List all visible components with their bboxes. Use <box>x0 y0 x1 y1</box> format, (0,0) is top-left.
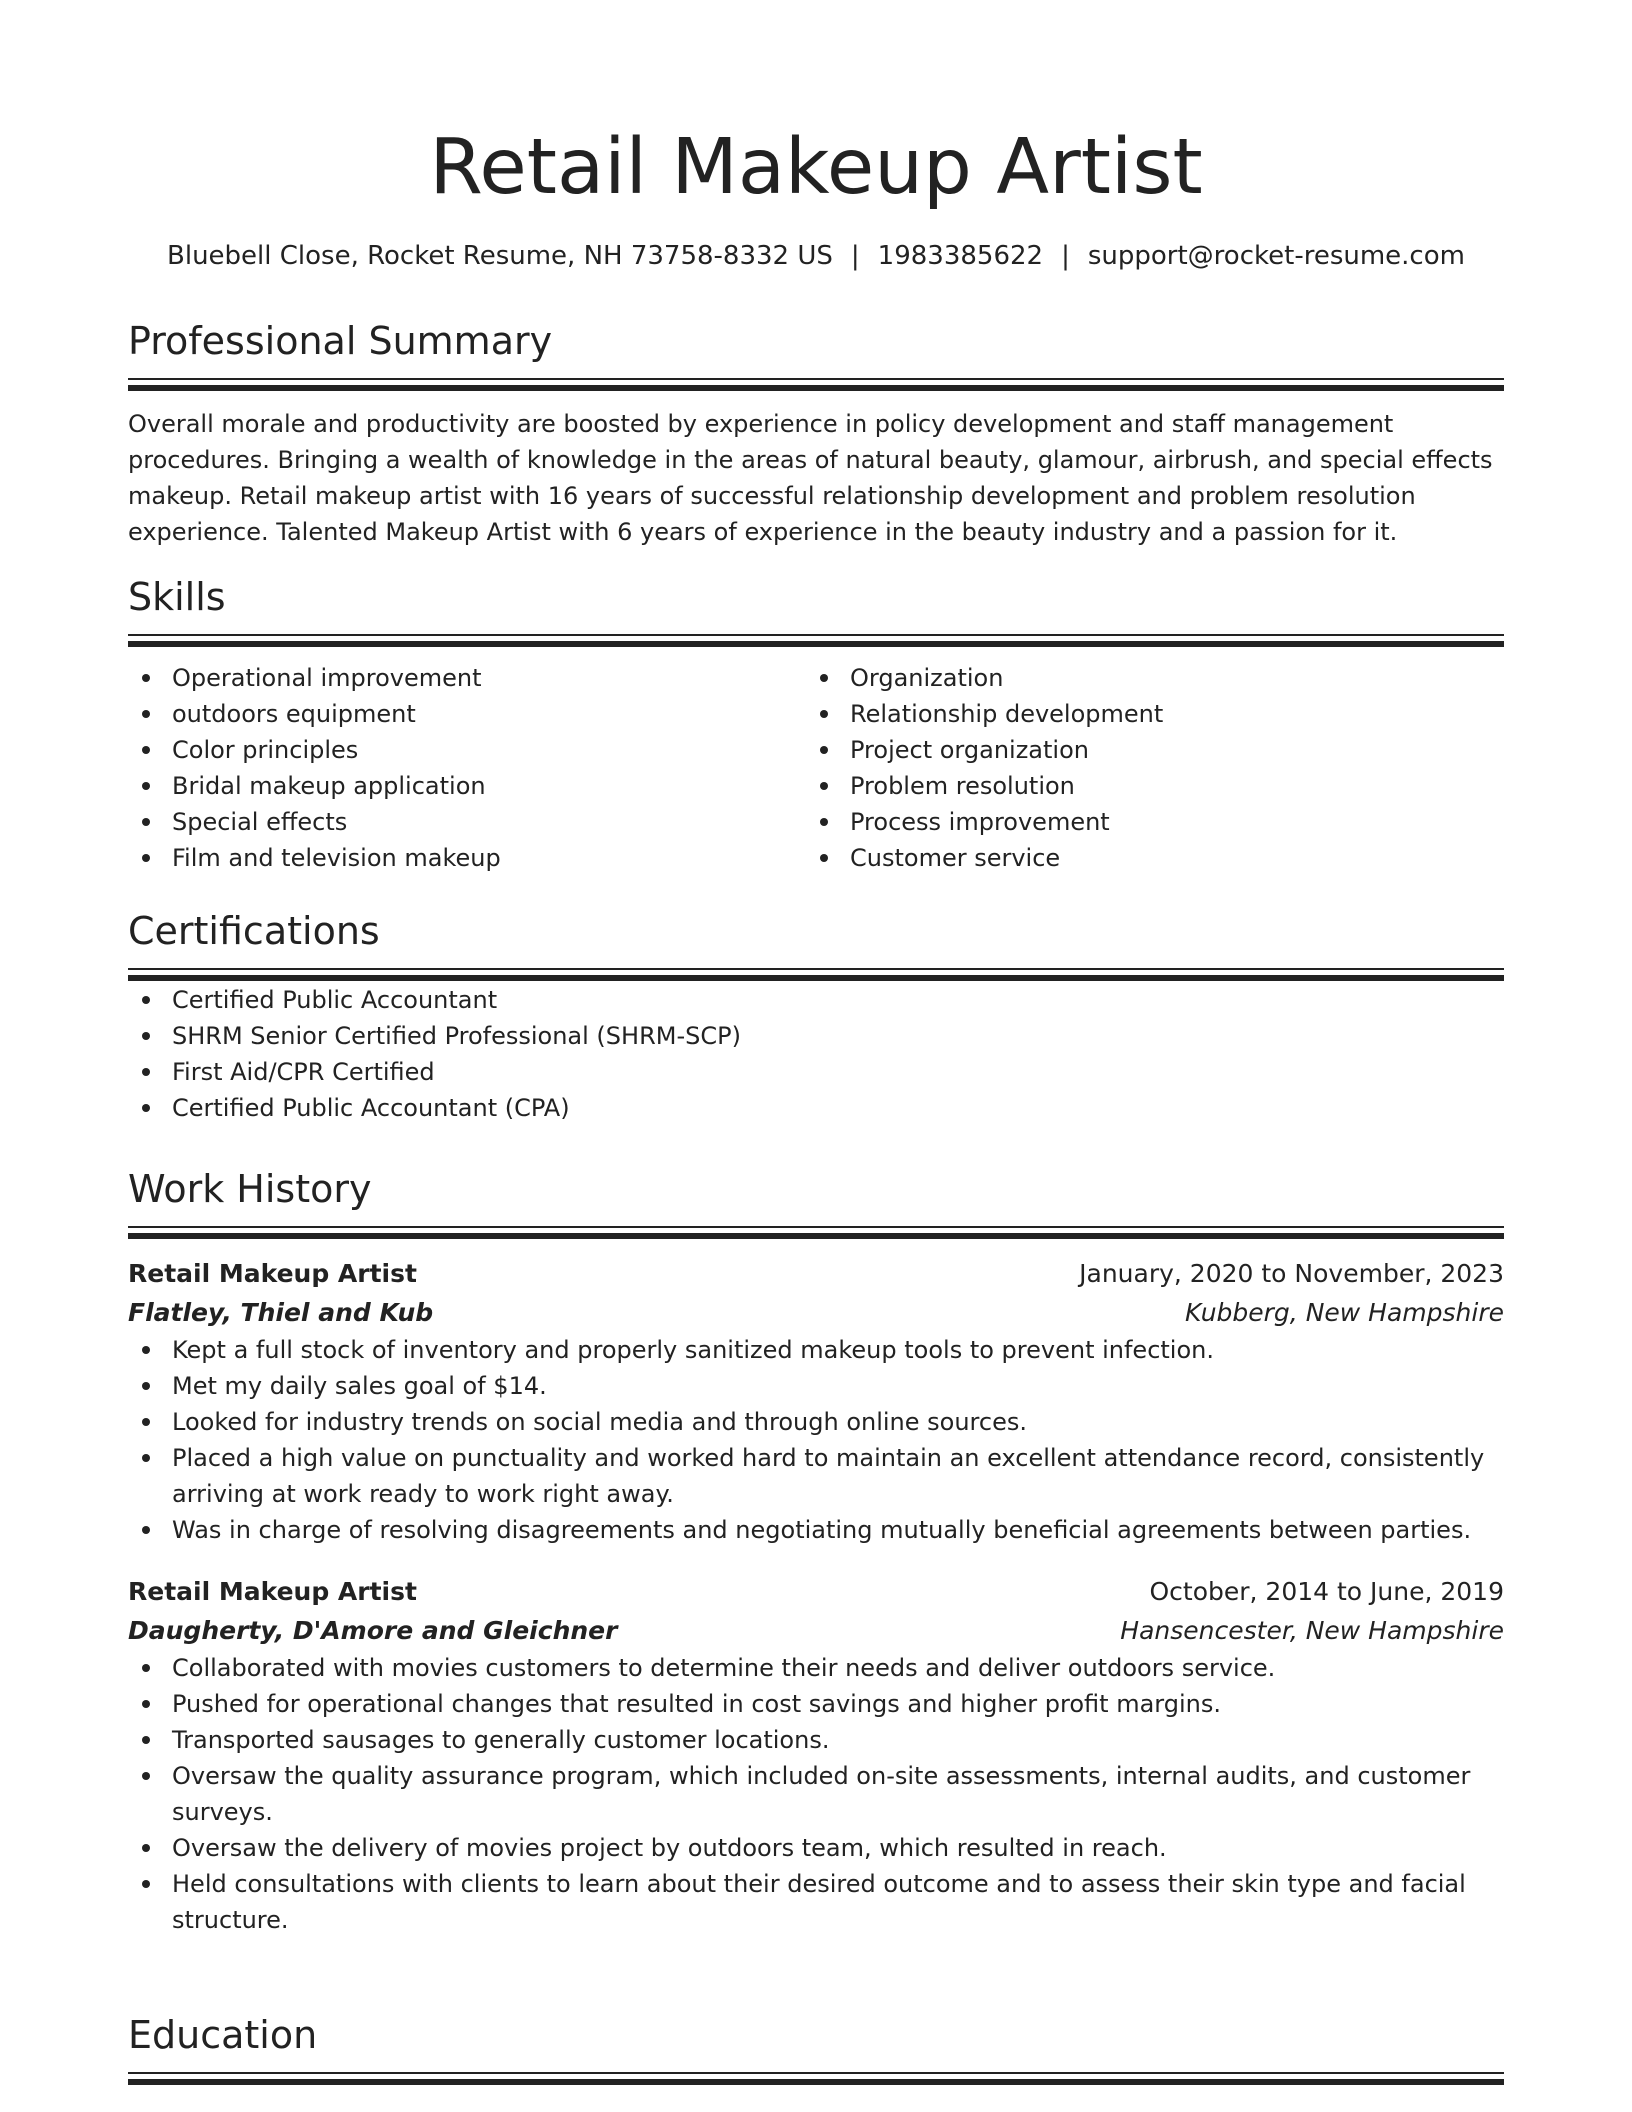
summary-section <box>128 316 1504 550</box>
skill-item: Process improvement <box>806 804 1484 840</box>
section-divider <box>128 968 1504 982</box>
certification-item: Certified Public Accountant (CPA) <box>128 1090 1504 1126</box>
job-duty: Was in charge of resolving disagreements and negotiating mutually beneficial agreements between parties. <box>128 1512 1504 1548</box>
section-heading: Work History <box>128 1167 372 1211</box>
education-section <box>128 2010 1504 2086</box>
certification-item: Certified Public Accountant <box>128 982 1504 1018</box>
job-duties-list <box>128 1332 1504 1548</box>
job-dates: January, 2020 to November, 2023 <box>1079 1259 1504 1288</box>
job-title: Retail Makeup Artist <box>128 1577 417 1606</box>
certification-item: SHRM Senior Certified Professional (SHRM-SCP) <box>128 1018 1504 1054</box>
job-location: Hansencester, New Hampshire <box>1120 1616 1504 1645</box>
job-duty: Transported sausages to generally customer locations. <box>128 1722 1504 1758</box>
job-duty: Met my daily sales goal of $14. <box>128 1368 1504 1404</box>
skills-section <box>128 572 1504 876</box>
skill-item: Problem resolution <box>806 768 1484 804</box>
skill-item: Special effects <box>128 804 806 840</box>
work-history-section <box>128 1164 1504 1938</box>
contact-phone: 1983385622 <box>877 241 1044 271</box>
job-duty: Oversaw the delivery of movies project by outdoors team, which resulted in reach. <box>128 1830 1504 1866</box>
job-entry <box>128 1254 1504 1548</box>
section-heading: Education <box>128 2013 318 2057</box>
certifications-list <box>128 982 1504 1126</box>
section-divider <box>128 2072 1504 2086</box>
section-divider <box>128 1226 1504 1240</box>
skill-item: Color principles <box>128 732 806 768</box>
section-heading: Skills <box>128 575 226 619</box>
skills-list-left <box>128 660 806 876</box>
resume-title: Retail Makeup Artist <box>429 123 1203 212</box>
job-duty: Kept a full stock of inventory and properly sanitized makeup tools to prevent infection. <box>128 1332 1504 1368</box>
skill-item: Customer service <box>806 840 1484 876</box>
section-divider <box>128 378 1504 392</box>
job-duty: Collaborated with movies customers to determine their needs and deliver outdoors service. <box>128 1650 1504 1686</box>
section-heading: Professional Summary <box>128 319 553 363</box>
job-duty: Oversaw the quality assurance program, which included on-site assessments, internal audits, and customer surveys. <box>128 1758 1504 1830</box>
job-header <box>128 1572 1504 1611</box>
section-divider <box>128 634 1504 648</box>
job-company: Daugherty, D'Amore and Gleichner <box>128 1616 618 1645</box>
contact-line <box>128 238 1504 274</box>
certification-item: First Aid/CPR Certified <box>128 1054 1504 1090</box>
job-subheader <box>128 1293 1504 1332</box>
contact-separator: | <box>850 241 860 271</box>
section-heading: Certifications <box>128 909 380 953</box>
skills-columns <box>128 660 1504 876</box>
job-duty: Pushed for operational changes that resulted in cost savings and higher profit margins. <box>128 1686 1504 1722</box>
skill-item: outdoors equipment <box>128 696 806 732</box>
job-company: Flatley, Thiel and Kub <box>128 1298 434 1327</box>
skill-item: Film and television makeup <box>128 840 806 876</box>
summary-text: Overall morale and productivity are boosted by experience in policy development and staff management procedures. Bringing a wealth of knowledge in the areas of natural beauty, glamour, airbrush, and special effects makeup. Retail makeup artist with 16 years of successful relationship development and problem resolution experience. Talented Makeup Artist with 6 years of experience in the beauty industry and a passion for it. <box>128 410 1493 546</box>
job-subheader <box>128 1611 1504 1650</box>
contact-address: Bluebell Close, Rocket Resume, NH 73758-8332 US <box>167 241 833 271</box>
job-header <box>128 1254 1504 1293</box>
skill-item: Relationship development <box>806 696 1484 732</box>
job-dates: October, 2014 to June, 2019 <box>1149 1577 1504 1606</box>
job-title: Retail Makeup Artist <box>128 1259 417 1288</box>
job-location: Kubberg, New Hampshire <box>1184 1298 1504 1327</box>
job-duties-list <box>128 1650 1504 1938</box>
job-entry <box>128 1572 1504 1938</box>
skills-list-right <box>806 660 1484 876</box>
job-duty: Placed a high value on punctuality and worked hard to maintain an excellent attendance record, consistently arriving at work ready to work right away. <box>128 1440 1504 1512</box>
job-duty: Looked for industry trends on social media and through online sources. <box>128 1404 1504 1440</box>
skill-item: Project organization <box>806 732 1484 768</box>
skill-item: Bridal makeup application <box>128 768 806 804</box>
job-duty: Held consultations with clients to learn about their desired outcome and to assess their skin type and facial structure. <box>128 1866 1504 1938</box>
contact-email[interactable]: support@rocket-resume.com <box>1087 241 1465 271</box>
certifications-section <box>128 906 1504 1126</box>
skill-item: Operational improvement <box>128 660 806 696</box>
contact-separator: | <box>1061 241 1070 271</box>
skill-item: Organization <box>806 660 1484 696</box>
